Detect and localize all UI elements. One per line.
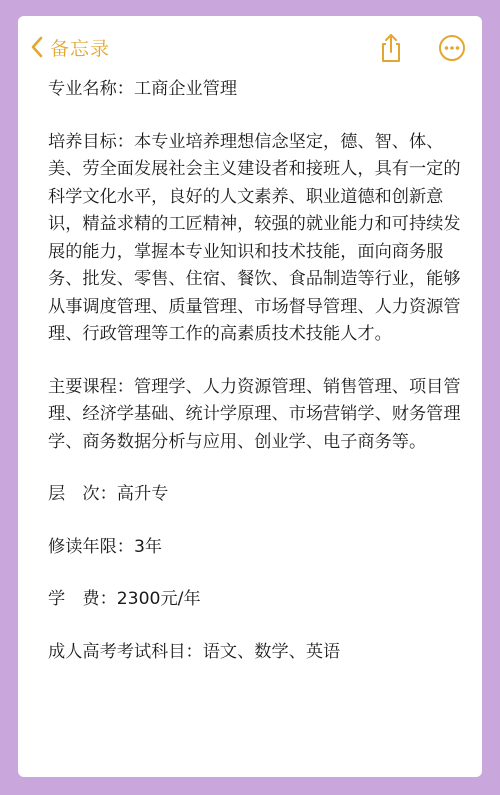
note-body[interactable]	[48, 76, 462, 666]
back-button[interactable]	[30, 34, 110, 60]
back-label: 备忘录	[50, 37, 111, 60]
duration-line: 修读年限：3年	[48, 536, 163, 557]
more-button[interactable]	[438, 34, 466, 62]
level-line: 层 次：高升专	[48, 484, 169, 504]
navigation-bar	[18, 16, 482, 76]
ellipsis-circle-icon	[438, 47, 466, 66]
exam-subjects-line: 成人高考考试科目：语文、数学、英语	[48, 641, 341, 662]
notes-screen	[18, 16, 482, 777]
major-line: 专业名称：工商企业管理	[48, 79, 238, 99]
share-icon	[376, 48, 406, 67]
objective-paragraph: 培养目标：本专业培养理想信念坚定，德、智、体、美、劳全面发展社会主义建设者和接班人，具有一定的科学文化水平，良好的人文素养、职业道德和创新意识，精益求精的工匠精神，较强的就业能力和可持续发展的能力，掌握本专业知识和技术技能，面向商务服务、批发、零售、住宿、餐饮、食品制造等行业，能够从事调度管理、质量管理、市场督导管理、人力资源管理、行政管理等工作的高素质技术技能人才。	[48, 131, 461, 344]
courses-paragraph: 主要课程：管理学、人力资源管理、销售管理、项目管理、经济学基础、统计学原理、市场营销学、财务管理学、商务数据分析与应用、创业学、电子商务等。	[48, 376, 461, 452]
chevron-left-icon	[30, 36, 44, 58]
share-button[interactable]	[376, 33, 406, 63]
tuition-line: 学 费：2300元/年	[48, 589, 201, 609]
